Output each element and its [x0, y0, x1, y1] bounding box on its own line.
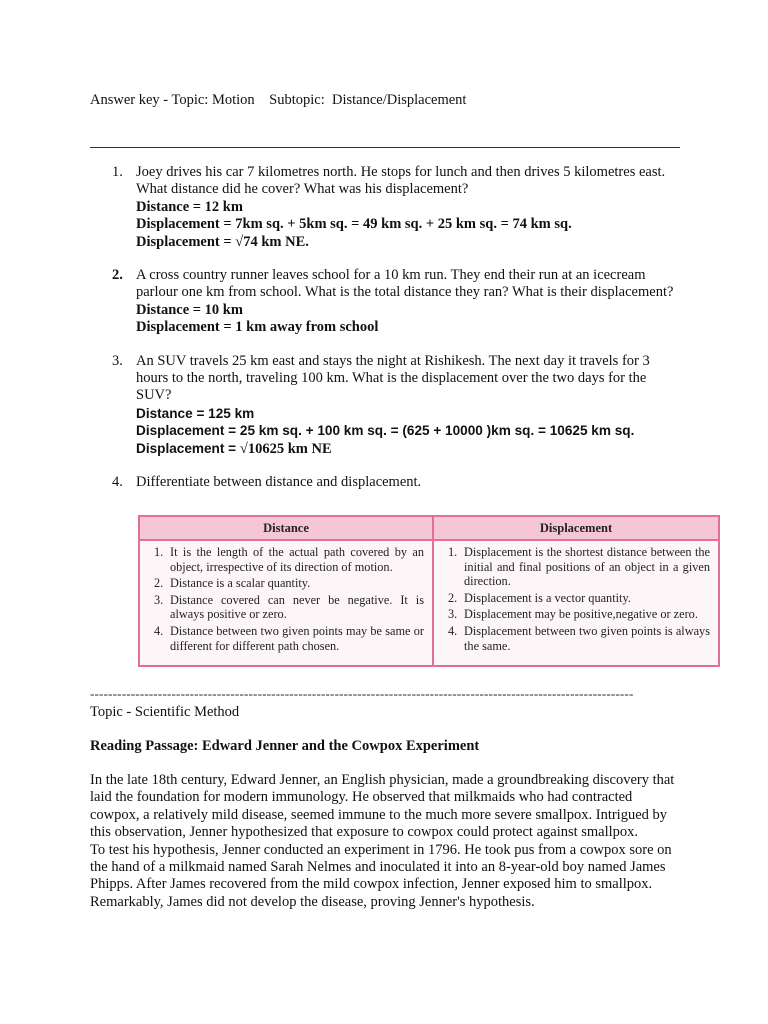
distance-column	[140, 517, 434, 665]
question-text: A cross country runner leaves school for a 10 km run. They end their run at an icecream parlour one km from school. What is the total distance they ran? What is their displacement?	[136, 267, 674, 301]
question-4	[90, 474, 680, 491]
table-row: 2. Displacement is a vector quantity.	[448, 590, 631, 605]
table-row: 4. Displacement between two given points is always the same.	[448, 623, 710, 653]
answer-line: Distance = 125 km	[136, 405, 255, 421]
table-row: 3. Displacement may be positive,negative or zero.	[448, 607, 698, 622]
section-separator: ------------------------------------------------------------------------------------------------------------------------	[90, 686, 634, 701]
page-header: Answer key - Topic: Motion Subtopic: Distance/Displacement	[90, 92, 467, 108]
answer-line: Distance = 10 km	[136, 301, 243, 318]
passage-title: Reading Passage: Edward Jenner and the Cowpox Experiment	[90, 738, 480, 754]
table-row: 3. Distance covered can never be negative. It is always positive or zero.	[154, 592, 424, 622]
table-row: 2. Distance is a scalar quantity.	[154, 576, 311, 591]
reading-passage	[90, 772, 680, 911]
answer-value: √10625 km NE	[239, 440, 332, 457]
passage-paragraph: To test his hypothesis, Jenner conducted an experiment in 1796. He took pus from a cowpox sore on the hand of a milkmaid named Sarah Nelmes and inoculated it into an 8-year-old boy named James Phipps. After James recovered from the mild cowpox infection, Jenner exposed him to smallpox. Remarkably, James did not develop the disease, proving Jenner's hypothesis.	[90, 841, 672, 910]
question-text: Joey drives his car 7 kilometres north. He stops for lunch and then drives 5 kilometres east. What distance did he cover? What was his displacement?	[136, 164, 666, 198]
question-number: 2.	[112, 267, 123, 284]
section-topic: Topic - Scientific Method	[90, 704, 240, 720]
question-text: An SUV travels 25 km east and stays the night at Rishikesh. The next day it travels for 3 hours to the north, traveling 100 km. What is the displacement over the two days for the SUV?	[136, 352, 650, 404]
question-text: Differentiate between distance and displacement.	[136, 474, 422, 491]
answer-line: Displacement = √74 km NE.	[136, 233, 309, 250]
answer-line: Distance = 12 km	[136, 198, 243, 215]
question-number: 1.	[112, 164, 123, 180]
column-header: Displacement	[434, 517, 718, 541]
answer-prefix: Displacement =	[136, 440, 240, 456]
answer-line: Displacement = 25 km sq. + 100 km sq. = (625 + 10000 )km sq. = 10625 km sq.	[136, 423, 635, 439]
comparison-table	[138, 515, 720, 667]
header-divider	[90, 147, 680, 148]
answer-line: Displacement = 1 km away from school	[136, 319, 379, 336]
question-1	[90, 164, 680, 251]
answer-line: Displacement = 7km sq. + 5km sq. = 49 km sq. + 25 km sq. = 74 km sq.	[136, 216, 572, 233]
question-2	[90, 267, 680, 337]
table-row: 1. It is the length of the actual path covered by an object, irrespective of its direction of motion.	[154, 545, 424, 574]
table-row: 4. Distance between two given points may be same or different for different path chosen.	[154, 623, 424, 653]
question-number: 3.	[112, 352, 123, 369]
table-row: 1. Displacement is the shortest distance between the initial and final positions of an object in a given direction.	[448, 545, 710, 589]
question-number: 4.	[112, 474, 123, 491]
question-3	[90, 353, 680, 458]
answer-line	[136, 440, 680, 458]
question-list	[90, 164, 680, 492]
displacement-column	[434, 517, 718, 665]
column-header: Distance	[140, 517, 432, 541]
passage-paragraph: In the late 18th century, Edward Jenner, an English physician, made a groundbreaking discovery that laid the foundation for modern immunology. He observed that milkmaids who had contracted cowpox, a relatively mild disease, seemed immune to the much more severe smallpox. Intrigued by this observation, Jenner hypothesized that exposure to cowpox could protect against smallpox.	[90, 772, 675, 841]
